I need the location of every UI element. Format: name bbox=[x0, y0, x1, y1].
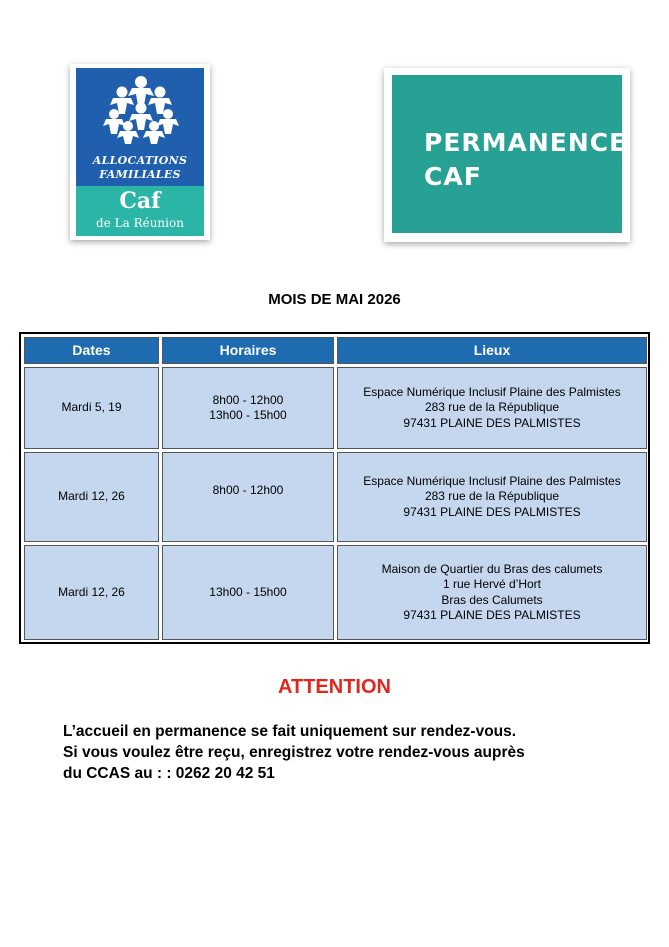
caf-logo-top bbox=[76, 68, 204, 186]
logo-region: de La Réunion bbox=[96, 216, 184, 230]
notice-line1: L’accueil en permanence se fait uniquement sur rendez-vous. bbox=[63, 723, 517, 740]
row2-date: Mardi 12, 26 bbox=[24, 452, 159, 542]
header-dates: Dates bbox=[24, 337, 159, 364]
logo-caf-word: Caf bbox=[119, 188, 161, 214]
schedule-table bbox=[19, 332, 650, 644]
row1-place-line3: 97431 PLAINE DES PALMISTES bbox=[403, 415, 581, 430]
logo-line-familiales: FAMILIALES bbox=[99, 168, 181, 181]
row1-hours bbox=[162, 367, 334, 449]
row1-hours-line1: 8h00 - 12h00 bbox=[212, 392, 284, 407]
notice-line3: du CCAS au : : 0262 20 42 51 bbox=[63, 765, 275, 782]
row1-hours-line2: 13h00 - 15h00 bbox=[209, 408, 287, 422]
row2-place-line2: 283 rue de la République bbox=[424, 489, 560, 504]
row2-place bbox=[337, 452, 647, 542]
header-lieux: Lieux bbox=[337, 337, 647, 364]
row3-place-line4: 97431 PLAINE DES PALMISTES bbox=[403, 608, 581, 622]
caf-logo-bottom bbox=[76, 186, 204, 236]
row3-place-line2: 1 rue Hervé d’Hort bbox=[442, 577, 542, 591]
row3-hours bbox=[162, 545, 334, 640]
row2-hours bbox=[162, 452, 334, 542]
row1-place bbox=[337, 367, 647, 449]
row3-hours-line1: 13h00 - 15h00 bbox=[209, 584, 287, 599]
header-horaires: Horaires bbox=[162, 337, 334, 364]
row3-place-line3: Bras des Calumets bbox=[441, 592, 543, 607]
permanence-banner-panel bbox=[392, 75, 628, 233]
family-people-icon bbox=[102, 74, 180, 144]
banner-title-line1: PERMANENCE bbox=[424, 128, 628, 157]
notice-line2: Si vous voulez être reçu, enregistrez votre rendez-vous auprès bbox=[63, 744, 525, 761]
row1-place-line1: Espace Numérique Inclusif Plaine des Palmistes bbox=[363, 384, 621, 399]
row1-date: Mardi 5, 19 bbox=[24, 367, 159, 449]
caf-logo bbox=[70, 64, 210, 240]
attention-notice bbox=[63, 721, 643, 784]
permanence-banner bbox=[384, 68, 630, 242]
month-title: MOIS DE MAI 2026 bbox=[268, 291, 401, 308]
row3-date: Mardi 12, 26 bbox=[24, 545, 159, 640]
banner-title-line2: CAF bbox=[424, 162, 482, 191]
row2-place-line3: 97431 PLAINE DES PALMISTES bbox=[403, 504, 581, 519]
logo-line-allocations: ALLOCATIONS bbox=[92, 154, 188, 167]
attention-title: ATTENTION bbox=[278, 676, 391, 698]
row2-hours-line1: 8h00 - 12h00 bbox=[212, 483, 284, 497]
row2-place-line1: Espace Numérique Inclusif Plaine des Palmistes bbox=[363, 473, 621, 488]
row3-place-line1: Maison de Quartier du Bras des calumets bbox=[381, 561, 603, 576]
row1-place-line2: 283 rue de la République bbox=[424, 400, 560, 415]
row3-place bbox=[337, 545, 647, 640]
